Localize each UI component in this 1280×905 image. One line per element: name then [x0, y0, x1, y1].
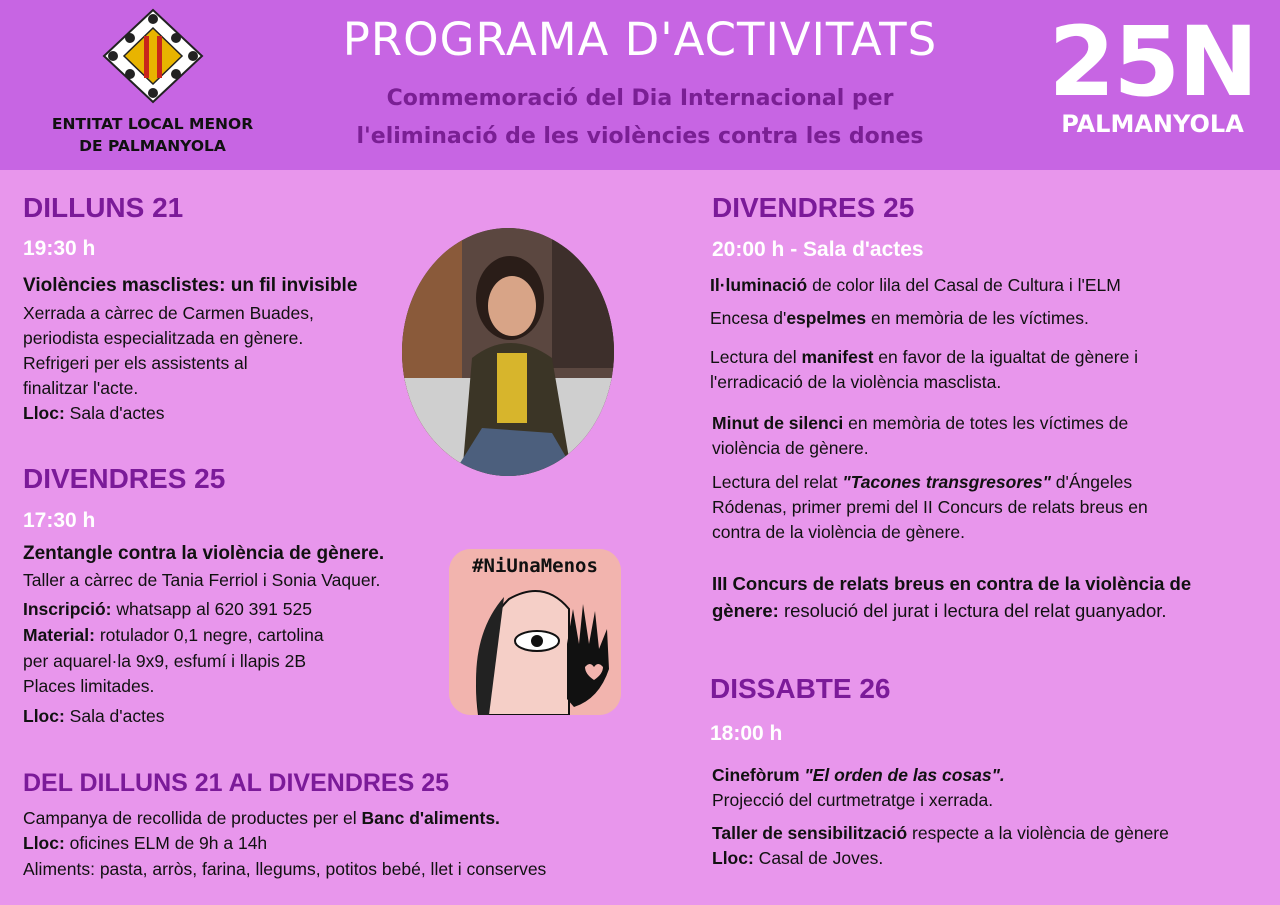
page-subtitle: [300, 80, 980, 156]
event4-item-5: [712, 470, 1132, 495]
item-bold: Il·luminació: [710, 275, 808, 295]
page-title: PROGRAMA D'ACTIVITATS: [342, 13, 938, 66]
item-text: de color lila del Casal de Cultura i l'ELM: [807, 275, 1121, 295]
story-title: "Tacones transgresores": [842, 472, 1051, 492]
event1-line-3: Refrigeri per els assistents al: [23, 353, 248, 373]
event2-line-2: per aquarel·la 9x9, esfumí i llapis 2B: [23, 651, 307, 671]
place-value: Sala d'actes: [64, 706, 165, 726]
event4-item-5-cont-2: contra de la violència de gènere.: [712, 522, 965, 542]
event4-item-3-cont: l'erradicació de la violència masclista.: [710, 372, 1002, 392]
material-value: rotulador 0,1 negre, cartolina: [94, 625, 324, 645]
event2-line-1: Taller a càrrec de Tania Ferriol i Sonia Vaquer.: [23, 570, 381, 590]
subtitle-line-2: l'eliminació de les violències contra les dones: [356, 124, 924, 149]
item-text: Lectura del: [710, 347, 802, 367]
event4-day: DIVENDRES 25: [712, 192, 915, 223]
event1-place: [23, 401, 164, 426]
material-label: Material:: [23, 625, 95, 645]
item-bold: gènere:: [712, 600, 779, 621]
item-bold: Minut de silenci: [712, 413, 844, 433]
item-bold: Cinefòrum: [712, 765, 805, 785]
place-label: Lloc:: [23, 403, 65, 423]
inscription-value: whatsapp al 620 391 525: [111, 599, 312, 619]
event2-place: [23, 704, 164, 729]
event5-place: [712, 846, 883, 871]
event1-day: DILLUNS 21: [23, 192, 184, 223]
event4-item-4-cont: violència de gènere.: [712, 438, 869, 458]
event3-place: [23, 831, 267, 856]
event2-day: DIVENDRES 25: [23, 463, 226, 494]
item-bold: III Concurs de relats breus en contra de la violència de: [712, 573, 1192, 594]
place-value: Sala d'actes: [64, 403, 165, 423]
place-label: Lloc:: [23, 706, 65, 726]
item-bold: Taller de sensibilització: [712, 823, 908, 843]
event5-item-3: [712, 821, 1169, 846]
event3-line-2: Aliments: pasta, arròs, farina, llegums, potitos bebé, llet i conserves: [23, 859, 547, 879]
event2-heading: Zentangle contra la violència de gènere.: [23, 543, 385, 564]
event4-item-3: [710, 345, 1138, 370]
event4-time: 20:00 h - Sala d'actes: [712, 238, 924, 261]
item-text-2: en favor de la igualtat de gènere i: [873, 347, 1139, 367]
place-label: Lloc:: [23, 833, 65, 853]
event2-material: [23, 623, 324, 648]
item-text: respecte a la violència de gènere: [907, 823, 1169, 843]
item-text: Lectura del relat: [712, 472, 843, 492]
item-bold: manifest: [801, 347, 874, 367]
org-line-2: DE PALMANYOLA: [79, 137, 226, 155]
event1-heading: Violències masclistes: un fil invisible: [23, 275, 358, 296]
event2-inscription: [23, 597, 312, 622]
inscription-label: Inscripció:: [23, 599, 112, 619]
item-text-2: d'Ángeles: [1050, 472, 1133, 492]
event1-line-2: periodista especialitzada en gènere.: [23, 328, 304, 348]
municipal-shield-logo: [100, 8, 206, 104]
speaker-photo: [402, 228, 614, 476]
event1-line-1: Xerrada a càrrec de Carmen Buades,: [23, 303, 314, 323]
event4-item-4: [712, 411, 1128, 436]
event4-item-1: [710, 273, 1121, 298]
item-text: resolució del jurat i lectura del relat guanyador.: [778, 600, 1167, 621]
badge-location: PALMANYOLA: [1061, 110, 1244, 138]
event3-line-1: [23, 806, 500, 831]
event4-item-6-cont: [712, 598, 1167, 623]
event5-time: 18:00 h: [710, 722, 783, 745]
film-title: "El orden de las cosas".: [804, 765, 1005, 785]
event1-time: 19:30 h: [23, 237, 96, 260]
event5-day: DISSABTE 26: [710, 673, 891, 704]
event5-item-1: [712, 763, 1005, 788]
place-value: Casal de Joves.: [753, 848, 884, 868]
org-line-1: ENTITAT LOCAL MENOR: [51, 115, 254, 133]
event3-line-1-text: Campanya de recollida de productes per el: [23, 808, 362, 828]
event4-item-2: [710, 306, 1089, 331]
item-bold: espelmes: [786, 308, 867, 328]
subtitle-line-1: Commemoració del Dia Internacional per: [386, 86, 894, 111]
event5-item-2: Projecció del curtmetratge i xerrada.: [712, 790, 994, 810]
event3-line-1-bold: Banc d'aliments.: [361, 808, 500, 828]
event1-line-4: finalitzar l'acte.: [23, 378, 139, 398]
item-text-2: en memòria de les víctimes.: [866, 308, 1089, 328]
event2-line-3: Places limitades.: [23, 676, 155, 696]
poster-hashtag: #NiUnaMenos: [472, 555, 598, 577]
place-label: Lloc:: [712, 848, 754, 868]
event4-item-5-cont: Ródenas, primer premi del II Concurs de relats breus en: [712, 497, 1148, 517]
item-text: en memòria de totes les víctimes de: [843, 413, 1129, 433]
item-text: Encesa d': [710, 308, 787, 328]
badge-25n: 25N: [1048, 6, 1257, 118]
header-banner: [0, 0, 1280, 170]
event4-item-6: [712, 571, 1191, 596]
niunamenos-poster: [449, 549, 621, 715]
place-value: oficines ELM de 9h a 14h: [64, 833, 268, 853]
event3-day: DEL DILLUNS 21 AL DIVENDRES 25: [23, 769, 450, 797]
event2-time: 17:30 h: [23, 509, 96, 532]
organization-name: [20, 113, 285, 157]
